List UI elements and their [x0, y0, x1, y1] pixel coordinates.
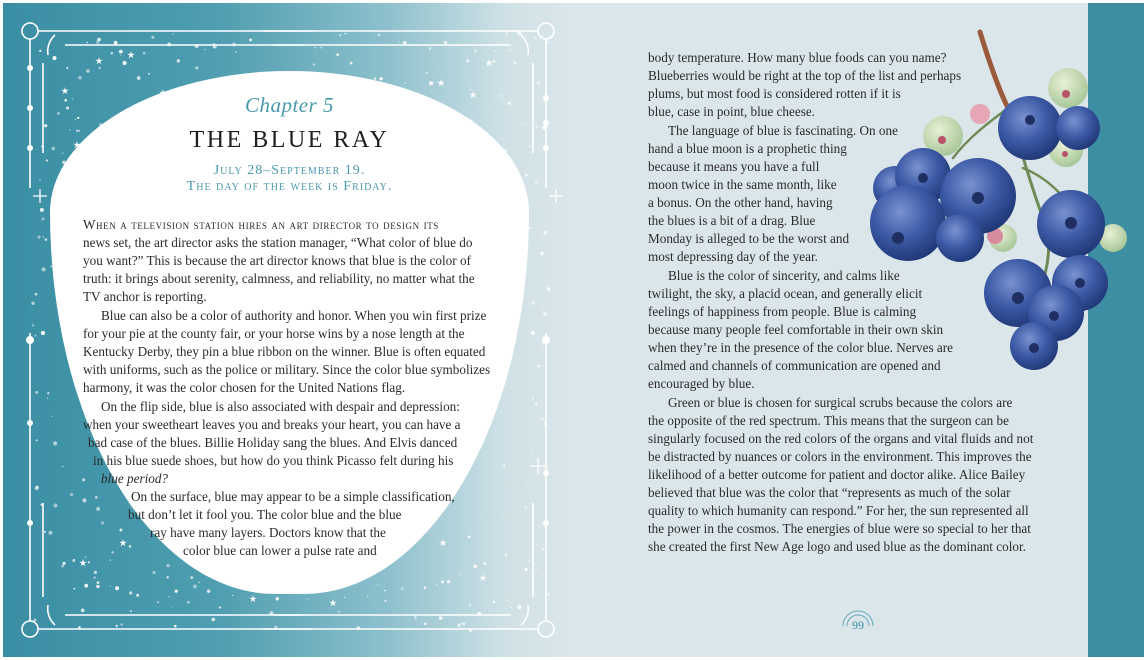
- text-line: news set, the art director asks the station manager, “What color of blue do: [83, 235, 473, 250]
- text-line: On the flip side, blue is also associated with despair and depression:: [101, 399, 460, 414]
- text-line: most depressing day of the year.: [648, 249, 818, 264]
- text-line: encouraged by blue.: [648, 376, 755, 391]
- text-line: body temperature. How many blue foods can you name?: [648, 50, 947, 65]
- text-line: singularly focused on the red colors of the organs and vital fluids and not: [648, 431, 1034, 446]
- text-line: blue, case in point, blue cheese.: [648, 104, 815, 119]
- text-line: be distracted by nuances or colors in the environment. This improves the: [648, 449, 1032, 464]
- text-line: with uniforms, such as the police or military. Since the color blue symbolizes: [83, 362, 491, 377]
- text-line: but don’t let it fool you. The color blue and the blue: [128, 507, 402, 522]
- text-line: The language of blue is fascinating. On one: [668, 123, 898, 138]
- book-spread: [3, 3, 1144, 657]
- text-line: because many people feel comfortable in their own skin: [648, 322, 944, 337]
- text-line: quality to which humanity can respond.” For her, the sun represented all: [648, 503, 1029, 518]
- text-line: Blueberries would be right at the top of the list and perhaps: [648, 68, 962, 83]
- text-line: Blue is the color of sincerity, and calms like: [668, 268, 900, 283]
- text-line: When a television station hires an art director to design its: [83, 217, 439, 232]
- text-line: Green or blue is chosen for surgical scrubs because the colors are: [668, 395, 1013, 410]
- text-line: you want?” This is because the art director knows that blue is the color of: [83, 253, 471, 268]
- text-line: she created the first New Age logo and used blue as the dominant color.: [648, 539, 1026, 554]
- text-line: calmed and channels of communication are opened and: [648, 358, 941, 373]
- text-line: harmony, it was the color chosen for the United Nations flag.: [83, 380, 406, 395]
- text-line: for your pie at the county fair, or your horse wins by a nose length at the: [83, 326, 465, 341]
- chapter-date-range: July 28–September 19.: [213, 163, 366, 178]
- text-line: when your sweetheart leaves you and breaks your heart, you can have a: [83, 417, 461, 432]
- text-line: feelings of happiness from people. Blue is calming: [648, 304, 917, 319]
- text-line: the power in the cosmos. The energies of blue were so special to her that: [648, 521, 1031, 536]
- text-line: Kentucky Derby, they pin a blue ribbon on the winner. Blue is often equated: [83, 344, 486, 359]
- text-line: twilight, the sky, a placid ocean, and generally elicit: [648, 286, 923, 301]
- text-line: when they’re in the presence of the color blue. Nerves are: [648, 340, 954, 355]
- text-line: the blues is a bit of a drag. Blue: [648, 213, 816, 228]
- text-line: TV anchor is reporting.: [83, 289, 207, 304]
- text-line: because it means you have a full: [648, 159, 820, 174]
- text-line: Blue can also be a color of authority and honor. When you win first prize: [101, 308, 487, 323]
- text-line: bad case of the blues. Billie Holiday sang the blues. And Elvis danced: [88, 435, 458, 450]
- chapter-label: Chapter 5: [244, 93, 335, 117]
- text-line: Monday is alleged to be the worst and: [648, 231, 850, 246]
- page-number: 99: [852, 618, 864, 632]
- chapter-day-of-week: The day of the week is Friday.: [186, 179, 393, 194]
- text-line: color blue can lower a pulse rate and: [183, 543, 377, 558]
- text-line: On the surface, blue may appear to be a simple classification,: [131, 489, 455, 504]
- text-line: ray have many layers. Doctors know that the: [150, 525, 386, 540]
- text-line: a bonus. On the other hand, having: [648, 195, 833, 210]
- text-line: blue period?: [101, 471, 169, 486]
- blueberry-branch-icon: [858, 28, 1128, 373]
- chapter-title: THE BLUE RAY: [189, 127, 390, 153]
- text-line: plums, but most food is considered rotten if it is: [648, 86, 901, 101]
- text-line: likelihood of a better outcome for patient and doctor alike. Alice Bailey: [648, 467, 1026, 482]
- text-line: in his blue suede shoes, but how do you think Picasso felt during his: [93, 453, 454, 468]
- text-line: moon twice in the same month, like: [648, 177, 837, 192]
- text-line: believed that blue was the color that “represents as much of the solar: [648, 485, 1011, 500]
- text-line: the opposite of the red spectrum. This means that the surgeon can be: [648, 413, 1009, 428]
- text-line: hand a blue moon is a prophetic thing: [648, 141, 847, 156]
- text-line: truth: it brings about serenity, calmness, and reliability, no matter what the: [83, 271, 475, 286]
